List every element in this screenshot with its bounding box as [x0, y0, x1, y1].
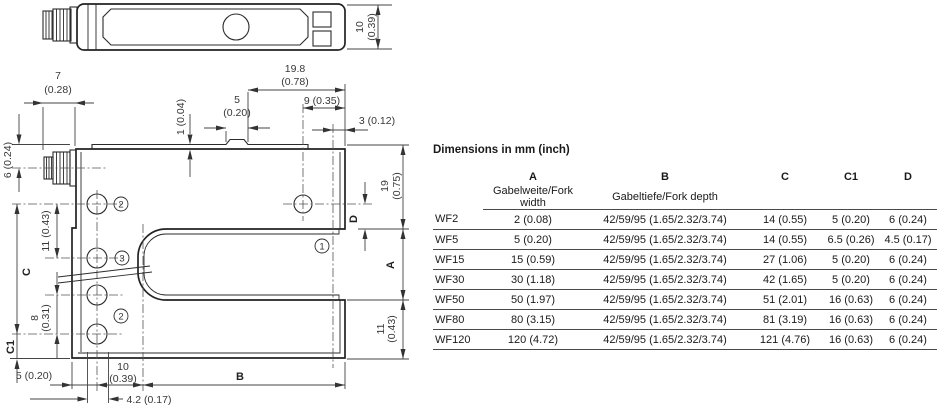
dimension-annotations [2, 63, 409, 406]
table-row-wf5: WF5 5 (0.20) 42/59/95 (1.65/2.32/3.74) 14 (0.55) 6.5 (0.26) 4.5 (0.17) [433, 230, 937, 250]
connector-thread [53, 9, 71, 41]
sensor-housing-top [77, 4, 345, 50]
col-header-d: D [904, 171, 912, 183]
dim-connector-length-inch: (0.28) [44, 84, 72, 96]
dim-housing-height-mm: 10 [353, 21, 366, 33]
dim-a-label: A [384, 261, 397, 269]
top-view-drawing [43, 4, 392, 50]
col-header-c: C [781, 171, 789, 183]
table-header-row [433, 169, 937, 185]
dim-c1-label: C1 [4, 339, 17, 355]
table-row-wf30: WF30 30 (1.18) 42/59/95 (1.65/2.32/3.74) 42 (1.65) 5 (0.20) 6 (0.24) [433, 270, 937, 290]
dim-beam-front-mm: 19.8 [284, 63, 306, 75]
dim-hole-diameter: 4.2 (0.17) [126, 394, 172, 406]
dim-housing-height-inch: (0.39) [365, 13, 378, 41]
indicator-led-1 [313, 12, 331, 27]
table-row-wf80: WF80 80 (3.15) 42/59/95 (1.65/2.32/3.74) 81 (3.19) 16 (0.63) 6 (0.24) [433, 310, 937, 330]
fork-body-outline [72, 149, 345, 358]
dim-c-label: C [20, 268, 33, 276]
dim-lid-thickness: 1 (0.04) [174, 98, 187, 136]
dim-hole-pitch-bottom-inch: (0.31) [39, 304, 52, 332]
front-view-drawing [12, 104, 372, 391]
col-header-b: B [661, 171, 669, 183]
dim-hole-slot-inch: (0.39) [109, 373, 137, 385]
callout-3: 3 [119, 253, 125, 265]
dim-bump-inch: (0.20) [223, 107, 251, 119]
indicator-led-2 [313, 31, 331, 46]
table-row-wf120: WF120 120 (4.72) 42/59/95 (1.65/2.32/3.74) 121 (4.76) 16 (0.63) 6 (0.24) [433, 330, 937, 350]
table-row-wf15: WF15 15 (0.59) 42/59/95 (1.65/2.32/3.74) 27 (1.06) 5 (0.20) 6 (0.24) [433, 250, 937, 270]
dim-beam-front-inch: (0.78) [281, 76, 309, 88]
callout-markers [114, 197, 329, 323]
dim-top-to-connector: 6 (0.24) [1, 141, 14, 179]
dimension-drawing [0, 0, 430, 410]
adjustment-knob [223, 14, 249, 40]
dim-hole-front: 9 (0.35) [303, 95, 341, 107]
callout-2b: 2 [118, 311, 124, 323]
dim-axis-front: 3 (0.12) [358, 115, 396, 127]
dimensions-table-panel [433, 144, 939, 350]
top-lid [92, 140, 308, 150]
callout-1: 1 [319, 241, 325, 253]
connector-cap [43, 11, 53, 39]
table-subheader-row [433, 185, 937, 210]
subheader-fork-depth: Gabeltiefe/Fork depth [583, 185, 747, 210]
col-header-c1: C1 [843, 171, 859, 183]
dim-arm-top-inch: (0.75) [390, 172, 403, 200]
dim-hole-slot-mm: 10 [117, 361, 129, 373]
table-row-wf2: WF2 2 (0.08) 42/59/95 (1.65/2.32/3.74) 14 (0.55) 5 (0.20) 6 (0.24) [433, 210, 937, 230]
callout-2a: 2 [118, 199, 124, 211]
dim-hole-pitch-bottom-mm: 8 [28, 315, 41, 321]
table-title: Dimensions in mm (inch) [433, 144, 570, 156]
dim-b-label: B [236, 371, 244, 383]
dimensions-table [433, 169, 937, 350]
dim-edge-hole: 5 (0.20) [15, 370, 53, 382]
dim-connector-length-mm: 7 [55, 70, 61, 82]
dim-bump-mm: 5 [234, 94, 240, 106]
table-row-wf50: WF50 50 (1.97) 42/59/95 (1.65/2.32/3.74) 51 (2.01) 16 (0.63) 6 (0.24) [433, 290, 937, 310]
subheader-fork-width: Gabelweite/Fork width [483, 185, 583, 210]
dim-hole-pitch-top: 11 (0.43) [39, 210, 52, 252]
dim-arm-top-mm: 19 [378, 180, 391, 192]
dim-d-label: D [347, 215, 360, 223]
dim-arm-bottom-inch: (0.43) [385, 315, 398, 343]
dim-arm-bottom-mm: 11 [374, 323, 387, 335]
col-header-a: A [529, 171, 537, 183]
